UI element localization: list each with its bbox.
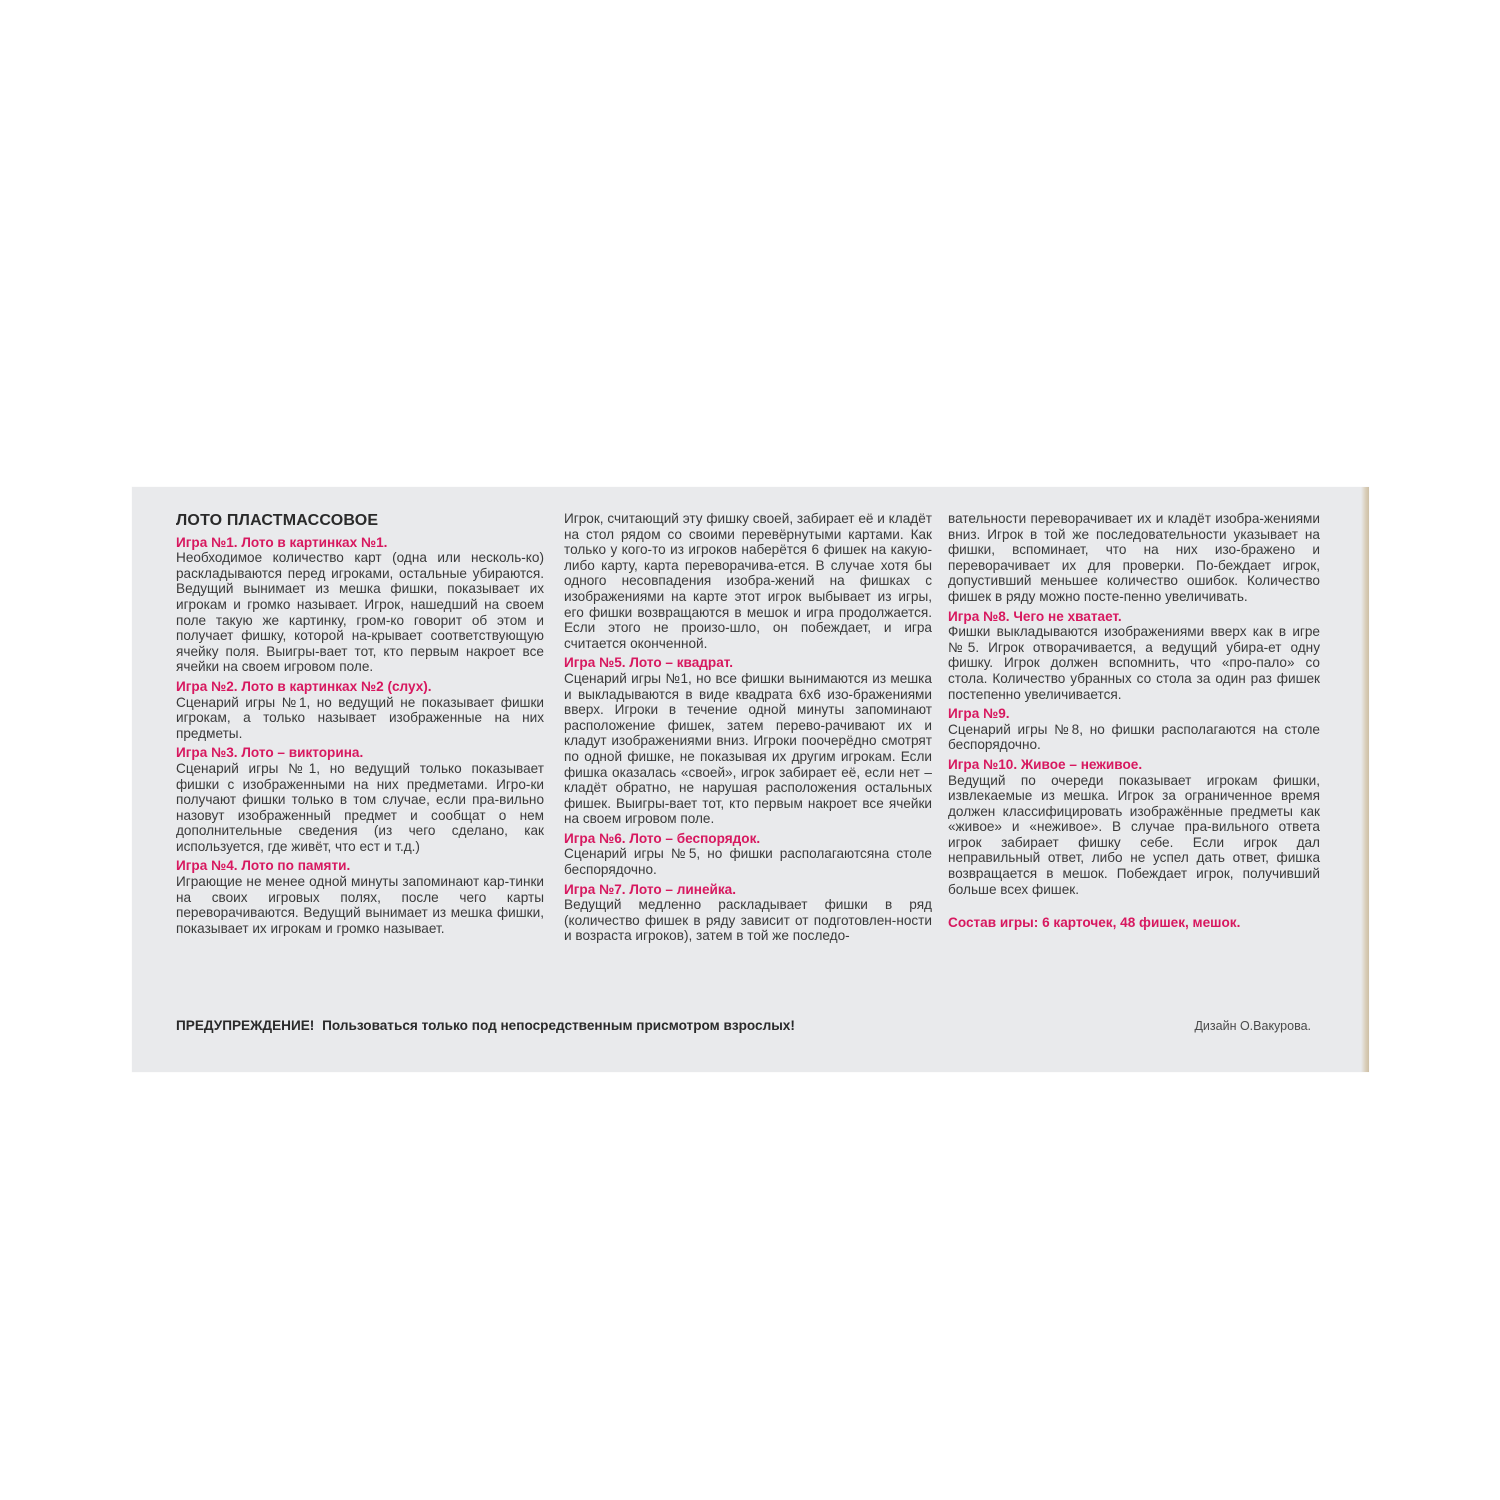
- game-2-text: Сценарий игры №1, но ведущий не показывает фишки игрокам, а только называет изображенные на них предметы.: [176, 694, 544, 741]
- game-10-title: Игра №10. Живое – неживое.: [948, 756, 1143, 772]
- game-4-title: Игра №4. Лото по памяти.: [176, 858, 351, 874]
- game-8-text: Фишки выкладываются изображениями вверх как в игре №5. Игрок отворачивается, а ведущий убира-ет одну фишку. Игрок должен вспомнить, что «про-пало» со стола. Количество убранных со стола за один раз фишек постепенно увеличивается.: [948, 624, 1320, 702]
- game-6-text: Сценарий игры №5, но фишки располагаютсяна столе беспорядочно.: [564, 846, 932, 878]
- design-credit: Дизайн О.Вакурова.: [1194, 1019, 1311, 1033]
- game-9-title: Игра №9.: [948, 706, 1010, 722]
- game-1-title: Игра №1. Лото в картинках №1.: [176, 534, 388, 550]
- game-3-text: Сценарий игры №1, но ведущий только показывает фишки с изображенными на них предметами. Игро-ки получают фишки только в том случае, если пра-вильно назовут изображенный предмет и сообщат о нем дополнительные сведения (из чего сделано, как используется, где живёт, что ест и т.д.): [176, 760, 544, 854]
- game-7-text-continued: вательности переворачивает их и кладёт изобра-жениями вниз. Игрок в той же последовательности указывает на фишки, вспоминает, что на них изо-бражено и переворачивает их для проверки. По-беждает игрок, допустивший меньшее количество ошибок. Количество фишек в ряду можно посте-пенно увеличивать.: [948, 511, 1320, 604]
- column-2: [564, 511, 932, 944]
- game-7-text: Ведущий медленно раскладывает фишки в ряд (количество фишек в ряду зависит от подготовлен-ности и возраста игроков), затем в той же последо-: [564, 897, 932, 944]
- game-2-title: Игра №2. Лото в картинках №2 (слух).: [176, 678, 432, 694]
- game-10-text: Ведущий по очереди показывает игрокам фишки, извлекаемые из мешка. Игрок за ограниченное время должен классифицировать изображённые предметы как «живое» и «неживое». В случае пра-вильного ответа игрок забирает фишку себе. Если игрок дал неправильный ответ, либо не успел дать ответ, фишка возвращается в мешок. Побеждает игрок, получивший больше всех фишек.: [948, 772, 1320, 897]
- box-back-panel: [132, 487, 1369, 1072]
- game-4-text-continued: Игрок, считающий эту фишку своей, забирает её и кладёт на стол рядом со своими перевёрнутыми картами. Как только у кого-то из игроков наберётся 6 фишек на какую-либо карту, карта переворачива-ется. В случае хотя бы одного несовпадения изобра-жений на фишках с изображениями на карте этот игрок выбывает из игры, его фишки возвращаются в мешок и игра продолжается. Если этого не произо-шло, он побеждает, и игра считается оконченной.: [564, 511, 932, 651]
- warning-text: Пользоваться только под непосредственным присмотром взрослых!: [322, 1018, 795, 1033]
- game-5-title: Игра №5. Лото – квадрат.: [564, 655, 734, 671]
- product-title: ЛОТО ПЛАСТМАССОВОЕ: [176, 512, 379, 529]
- column-3: [948, 511, 1320, 931]
- game-7-title: Игра №7. Лото – линейка.: [564, 881, 736, 897]
- warning-label: ПРЕДУПРЕЖДЕНИЕ!: [176, 1018, 315, 1033]
- game-1-text: Необходимое количество карт (одна или несколь-ко) раскладываются перед игроками, остальные убираются. Ведущий вынимает из мешка фишки, показывает их игрокам и громко называет. Игрок, нашедший на своем поле такую же картинку, гром-ко говорит об этом и получает фишку, которой на-крывает соответствующую ячейку поля. Выигры-вает тот, кто первым накроет все ячейки на своем игровом поле.: [176, 550, 544, 675]
- column-1: [176, 513, 544, 936]
- game-contents: Состав игры: 6 карточек, 48 фишек, мешок.: [948, 915, 1241, 931]
- game-3-title: Игра №3. Лото – викторина.: [176, 745, 364, 761]
- game-5-text: Сценарий игры №1, но все фишки вынимаются из мешка и выкладываются в виде квадрата 6х6 изо-бражениями вверх. Игроки в течение одной минуты запоминают расположение фишек, затем перево-рачивают их и кладут изображениями вниз. Игроки поочерёдно смотрят по одной фишке, не показывая их другим игрокам. Если фишка оказалась «своей», игрок забирает её, если нет – кладёт обратно, не нарушая расположения остальных фишек. Выигры-вает тот, кто первым накроет все ячейки на своем игровом поле.: [564, 670, 932, 827]
- game-9-text: Сценарий игры №8, но фишки располагаются на столе беспорядочно.: [948, 721, 1320, 753]
- game-4-text: Играющие не менее одной минуты запоминают кар-тинки на своих игровых полях, после чего карты переворачиваются. Ведущий вынимает из мешка фишки, показывает их игрокам и громко называет.: [176, 874, 544, 936]
- game-6-title: Игра №6. Лото – беспорядок.: [564, 830, 761, 846]
- box-side-edge: [1361, 487, 1369, 1072]
- game-8-title: Игра №8. Чего не хватает.: [948, 608, 1122, 624]
- warning-line: [176, 1018, 795, 1033]
